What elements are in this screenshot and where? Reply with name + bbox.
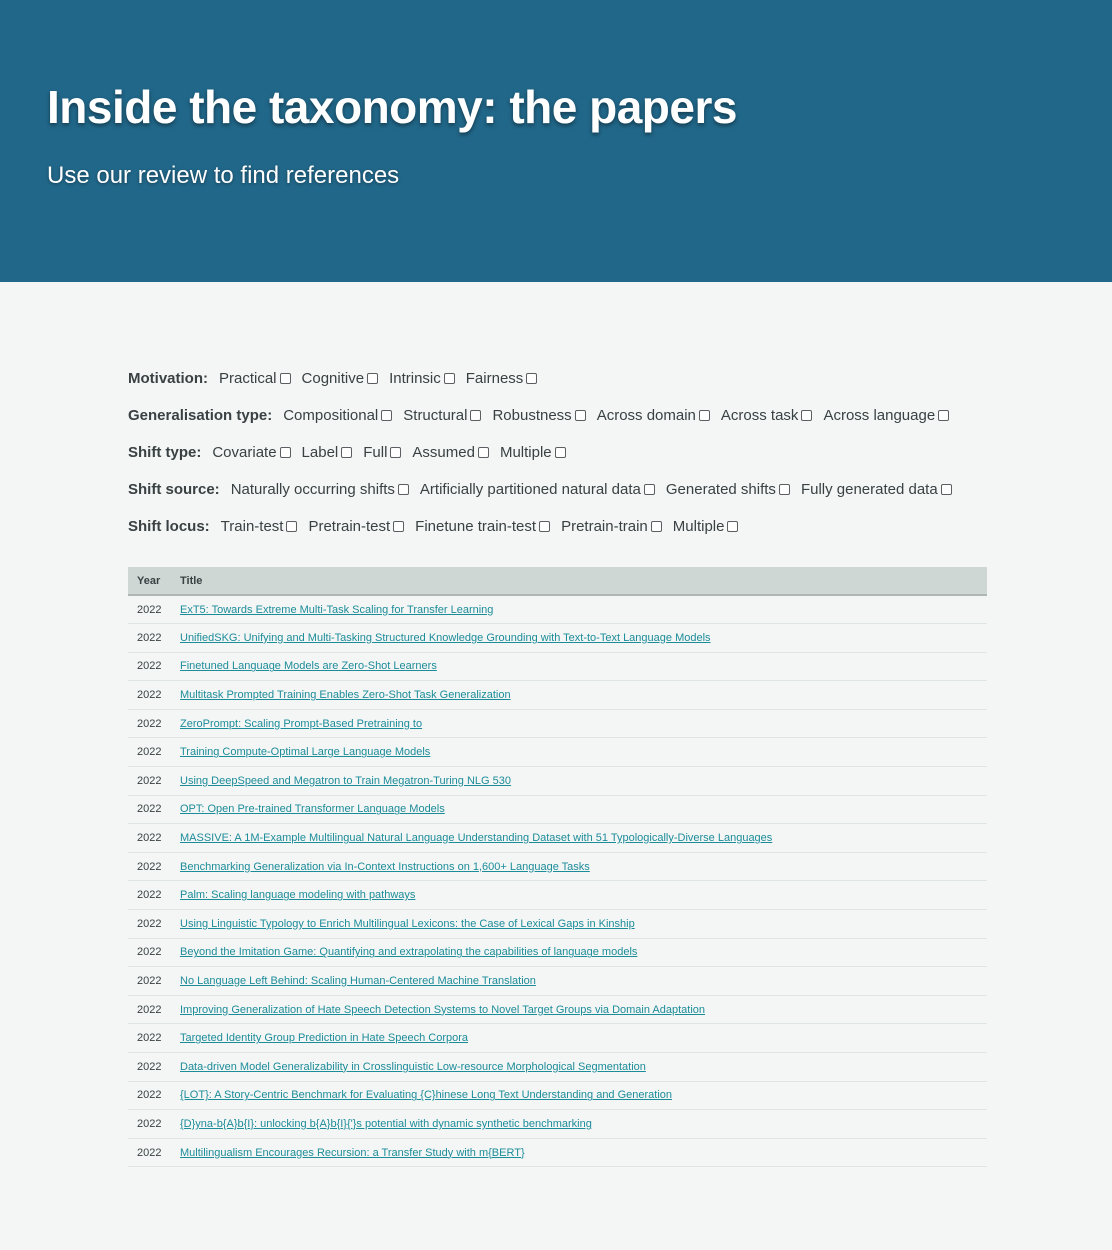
filter-checkbox[interactable] bbox=[539, 521, 550, 532]
filter-checkbox[interactable] bbox=[390, 447, 401, 458]
row-title-cell bbox=[171, 995, 987, 1024]
paper-title-link[interactable]: Palm: Scaling language modeling with pathways bbox=[180, 889, 416, 902]
table-row bbox=[128, 910, 987, 939]
filter-option-label: Artificially partitioned natural data bbox=[419, 480, 641, 498]
filter-checkbox[interactable] bbox=[381, 410, 392, 421]
row-year: 2022 bbox=[128, 1110, 171, 1139]
filter-checkbox[interactable] bbox=[286, 521, 297, 532]
table-row bbox=[128, 995, 987, 1024]
filter-option-label: Across language bbox=[823, 406, 936, 424]
table-row bbox=[128, 1110, 987, 1139]
filter-checkbox[interactable] bbox=[341, 447, 352, 458]
row-title-cell bbox=[171, 624, 987, 653]
row-year: 2022 bbox=[128, 1053, 171, 1082]
filter-option-label: Label bbox=[301, 443, 339, 461]
filter-option[interactable] bbox=[415, 518, 550, 535]
row-title-cell bbox=[171, 1024, 987, 1053]
paper-title-link[interactable]: {LOT}: A Story-Centric Benchmark for Evaluating {C}hinese Long Text Understanding and Generation bbox=[180, 1089, 673, 1102]
page-subtitle: Use our review to find references bbox=[47, 162, 400, 189]
paper-title-link[interactable]: Using DeepSpeed and Megatron to Train Megatron-Turing NLG 530 bbox=[180, 774, 512, 787]
row-title-cell bbox=[171, 767, 987, 796]
filter-option[interactable] bbox=[283, 407, 392, 424]
filter-checkbox[interactable] bbox=[478, 447, 489, 458]
row-year: 2022 bbox=[128, 652, 171, 681]
filter-checkbox[interactable] bbox=[280, 373, 291, 384]
table-body bbox=[128, 595, 987, 1167]
main-content bbox=[0, 282, 987, 1167]
filter-option[interactable] bbox=[221, 518, 298, 535]
table-row bbox=[128, 595, 987, 624]
filter-option-label: Practical bbox=[219, 369, 277, 387]
filter-option[interactable] bbox=[212, 444, 290, 461]
row-year: 2022 bbox=[128, 738, 171, 767]
filter-option-label: Fairness bbox=[465, 369, 524, 387]
paper-title-link[interactable]: Targeted Identity Group Prediction in Hate Speech Corpora bbox=[180, 1032, 468, 1045]
filter-checkbox[interactable] bbox=[941, 484, 952, 495]
filter-option-label: Finetune train-test bbox=[415, 517, 537, 535]
filter-option-label: Cognitive bbox=[301, 369, 365, 387]
filter-group-label: Shift source: bbox=[128, 480, 220, 498]
filter-option[interactable] bbox=[597, 407, 710, 424]
filter-option-label: Train-test bbox=[220, 517, 284, 535]
filter-row bbox=[128, 478, 987, 500]
filter-group-label: Motivation: bbox=[128, 369, 208, 387]
filter-option[interactable] bbox=[389, 370, 455, 387]
filter-group-label: Shift locus: bbox=[128, 517, 210, 535]
filter-option[interactable] bbox=[721, 407, 813, 424]
row-title-cell bbox=[171, 1110, 987, 1139]
paper-title-link[interactable]: Training Compute-Optimal Large Language Models bbox=[180, 746, 431, 759]
filter-option-label: Across task bbox=[720, 406, 799, 424]
row-year: 2022 bbox=[128, 910, 171, 939]
papers-table bbox=[128, 567, 987, 1167]
table-row bbox=[128, 709, 987, 738]
filter-option-label: Assumed bbox=[412, 443, 475, 461]
row-year: 2022 bbox=[128, 624, 171, 653]
filter-panel bbox=[128, 367, 987, 537]
paper-title-link[interactable]: MASSIVE: A 1M-Example Multilingual Natural Language Understanding Dataset with 51 Typologically-Diverse Languages bbox=[180, 832, 773, 845]
table-row bbox=[128, 1053, 987, 1082]
row-year: 2022 bbox=[128, 681, 171, 710]
filter-row bbox=[128, 441, 987, 463]
paper-title-link[interactable]: No Language Left Behind: Scaling Human-Centered Machine Translation bbox=[180, 975, 536, 988]
filter-option[interactable] bbox=[801, 481, 952, 498]
filter-option[interactable] bbox=[403, 407, 481, 424]
filter-option-label: Intrinsic bbox=[389, 369, 441, 387]
filter-checkbox[interactable] bbox=[470, 410, 481, 421]
filter-option[interactable] bbox=[302, 370, 379, 387]
row-year: 2022 bbox=[128, 595, 171, 624]
row-title-cell bbox=[171, 681, 987, 710]
filter-group-label: Shift type: bbox=[128, 443, 202, 461]
filter-row bbox=[128, 515, 987, 537]
row-title-cell bbox=[171, 967, 987, 996]
paper-title-link[interactable]: ExT5: Towards Extreme Multi-Task Scaling for Transfer Learning bbox=[180, 603, 494, 616]
filter-checkbox[interactable] bbox=[555, 447, 566, 458]
paper-title-link[interactable]: Using Linguistic Typology to Enrich Multilingual Lexicons: the Case of Lexical Gaps in Kinship bbox=[180, 917, 635, 930]
table-row bbox=[128, 852, 987, 881]
filter-option-label: Pretrain-train bbox=[561, 517, 648, 535]
filter-option-label: Covariate bbox=[212, 443, 277, 461]
page-title: Inside the taxonomy: the papers bbox=[47, 81, 737, 133]
paper-title-link[interactable]: UnifiedSKG: Unifying and Multi-Tasking Structured Knowledge Grounding with Text-to-Text Language Models bbox=[180, 631, 711, 644]
filter-checkbox[interactable] bbox=[444, 373, 455, 384]
row-year: 2022 bbox=[128, 881, 171, 910]
row-title-cell bbox=[171, 824, 987, 853]
filter-option[interactable] bbox=[308, 518, 404, 535]
row-year: 2022 bbox=[128, 995, 171, 1024]
paper-title-link[interactable]: Improving Generalization of Hate Speech Detection Systems to Novel Target Groups via Domain Adaptation bbox=[180, 1003, 706, 1016]
paper-title-link[interactable]: Multitask Prompted Training Enables Zero-Shot Task Generalization bbox=[180, 689, 511, 702]
filter-option-label: Generated shifts bbox=[665, 480, 776, 498]
paper-title-link[interactable]: Data-driven Model Generalizability in Crosslinguistic Low-resource Morphological Segmentation bbox=[180, 1060, 646, 1073]
row-year: 2022 bbox=[128, 824, 171, 853]
row-year: 2022 bbox=[128, 1081, 171, 1110]
row-year: 2022 bbox=[128, 767, 171, 796]
filter-row bbox=[128, 367, 987, 389]
filter-option[interactable] bbox=[673, 518, 739, 535]
row-title-cell bbox=[171, 1081, 987, 1110]
filter-option-label: Across domain bbox=[596, 406, 696, 424]
table-row bbox=[128, 738, 987, 767]
table-row bbox=[128, 624, 987, 653]
table-row bbox=[128, 881, 987, 910]
filter-checkbox[interactable] bbox=[938, 410, 949, 421]
paper-title-link[interactable]: {D}yna-b{A}b{I}: unlocking b{A}b{I}{'}s potential with dynamic synthetic benchmarking bbox=[180, 1117, 592, 1130]
filter-option[interactable] bbox=[302, 444, 353, 461]
filter-checkbox[interactable] bbox=[398, 484, 409, 495]
filter-checkbox[interactable] bbox=[801, 410, 812, 421]
filter-option[interactable] bbox=[363, 444, 401, 461]
filter-checkbox[interactable] bbox=[575, 410, 586, 421]
year-column-header[interactable]: Year bbox=[137, 574, 161, 587]
filter-option-label: Robustness bbox=[492, 406, 572, 424]
row-title-cell bbox=[171, 852, 987, 881]
filter-checkbox[interactable] bbox=[393, 521, 404, 532]
filter-option-label: Structural bbox=[403, 406, 468, 424]
filter-option[interactable] bbox=[823, 407, 949, 424]
title-column-header[interactable]: Title bbox=[180, 574, 203, 587]
filter-checkbox[interactable] bbox=[699, 410, 710, 421]
filter-checkbox[interactable] bbox=[651, 521, 662, 532]
row-year: 2022 bbox=[128, 938, 171, 967]
row-title-cell bbox=[171, 652, 987, 681]
paper-title-link[interactable]: Finetuned Language Models are Zero-Shot Learners bbox=[180, 660, 437, 673]
table-row bbox=[128, 681, 987, 710]
paper-title-link[interactable]: Beyond the Imitation Game: Quantifying and extrapolating the capabilities of language models bbox=[180, 946, 638, 959]
filter-option-label: Pretrain-test bbox=[308, 517, 391, 535]
row-year: 2022 bbox=[128, 852, 171, 881]
table-row bbox=[128, 824, 987, 853]
filter-option-label: Fully generated data bbox=[800, 480, 938, 498]
filter-option[interactable] bbox=[500, 444, 566, 461]
paper-title-link[interactable]: ZeroPrompt: Scaling Prompt-Based Pretraining to bbox=[180, 717, 423, 730]
filter-option[interactable] bbox=[666, 481, 790, 498]
filter-option-label: Multiple bbox=[672, 517, 725, 535]
filter-checkbox[interactable] bbox=[526, 373, 537, 384]
filter-option[interactable] bbox=[412, 444, 489, 461]
filter-option-label: Compositional bbox=[283, 406, 379, 424]
filter-checkbox[interactable] bbox=[644, 484, 655, 495]
filter-checkbox[interactable] bbox=[779, 484, 790, 495]
filter-row bbox=[128, 404, 987, 426]
table-row bbox=[128, 1081, 987, 1110]
page-header bbox=[0, 0, 1112, 282]
row-year: 2022 bbox=[128, 1024, 171, 1053]
table-row bbox=[128, 938, 987, 967]
table-header-row bbox=[128, 567, 987, 595]
filter-option[interactable] bbox=[219, 370, 291, 387]
row-year: 2022 bbox=[128, 795, 171, 824]
filter-option[interactable] bbox=[492, 407, 585, 424]
table-row bbox=[128, 967, 987, 996]
row-title-cell bbox=[171, 910, 987, 939]
filter-option-label: Naturally occurring shifts bbox=[230, 480, 395, 498]
filter-option-label: Multiple bbox=[499, 443, 552, 461]
filter-option[interactable] bbox=[466, 370, 538, 387]
row-title-cell bbox=[171, 795, 987, 824]
filter-group-label: Generalisation type: bbox=[128, 406, 273, 424]
row-title-cell bbox=[171, 738, 987, 767]
filter-option-label: Full bbox=[363, 443, 388, 461]
filter-checkbox[interactable] bbox=[367, 373, 378, 384]
filter-option[interactable] bbox=[420, 481, 655, 498]
table-row bbox=[128, 1138, 987, 1167]
row-year: 2022 bbox=[128, 967, 171, 996]
row-title-cell bbox=[171, 1138, 987, 1167]
table-row bbox=[128, 652, 987, 681]
table-row bbox=[128, 767, 987, 796]
row-year: 2022 bbox=[128, 709, 171, 738]
row-title-cell bbox=[171, 938, 987, 967]
filter-option[interactable] bbox=[561, 518, 662, 535]
paper-title-link[interactable]: OPT: Open Pre-trained Transformer Language Models bbox=[180, 803, 445, 816]
row-title-cell bbox=[171, 1053, 987, 1082]
filter-checkbox[interactable] bbox=[727, 521, 738, 532]
paper-title-link[interactable]: Multilingualism Encourages Recursion: a Transfer Study with m{BERT} bbox=[180, 1146, 525, 1159]
table-row bbox=[128, 1024, 987, 1053]
filter-option[interactable] bbox=[231, 481, 409, 498]
row-year: 2022 bbox=[128, 1138, 171, 1167]
row-title-cell bbox=[171, 881, 987, 910]
table-row bbox=[128, 795, 987, 824]
filter-checkbox[interactable] bbox=[280, 447, 291, 458]
row-title-cell bbox=[171, 595, 987, 624]
row-title-cell bbox=[171, 709, 987, 738]
paper-title-link[interactable]: Benchmarking Generalization via In-Context Instructions on 1,600+ Language Tasks bbox=[180, 860, 590, 873]
